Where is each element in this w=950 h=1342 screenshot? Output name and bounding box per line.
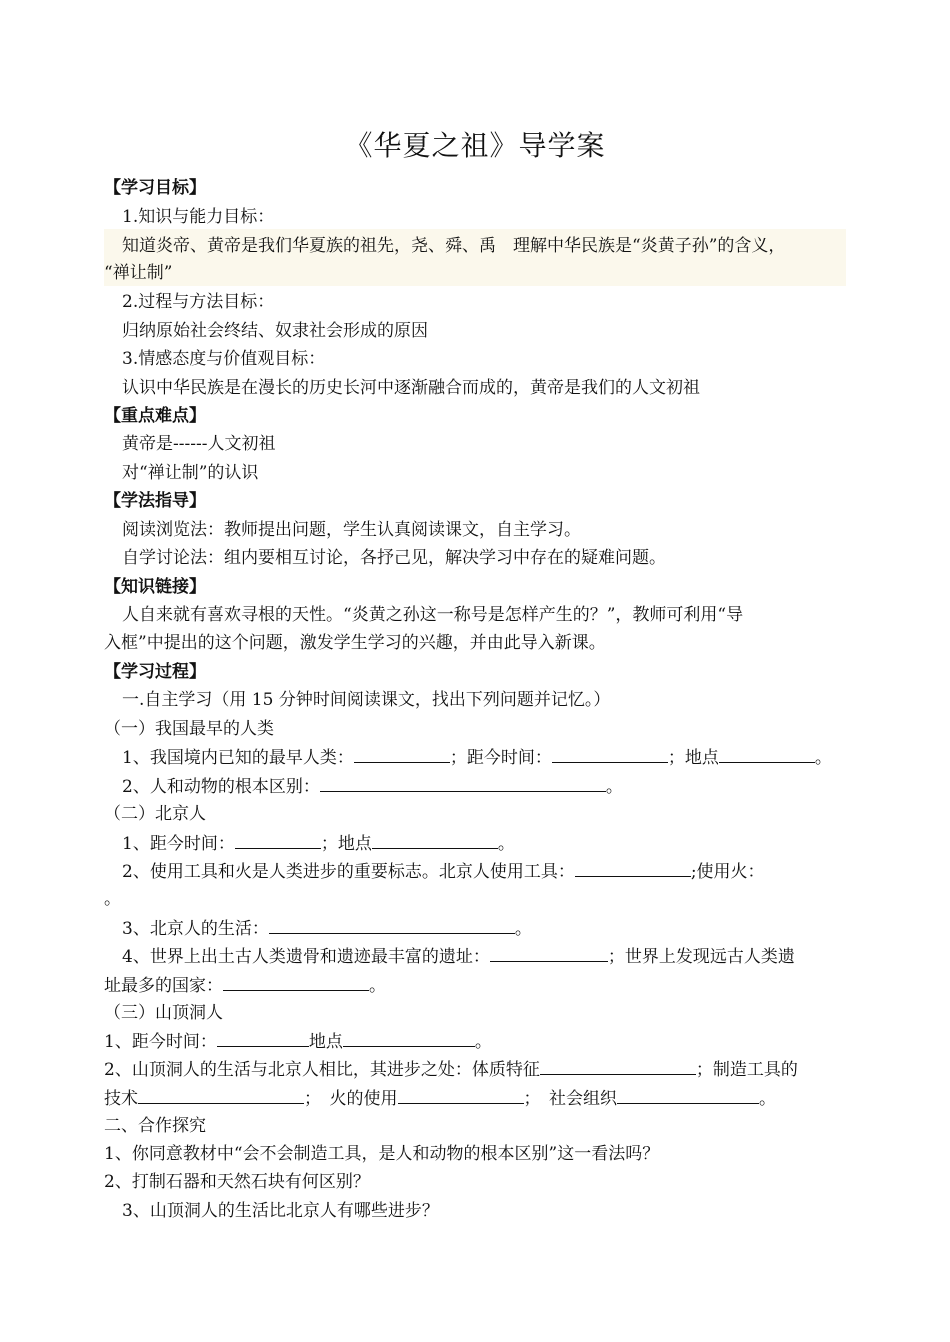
answer-blank[interactable] xyxy=(540,1058,696,1075)
section-2-question-4-cont: 址最多的国家： 。 xyxy=(104,976,386,996)
section-2-question-2: 2、使用工具和火是人类进步的重要标志。北京人使用工具： ;使用火： xyxy=(122,862,765,882)
coop-question-3: 3、山顶洞人的生活比北京人有哪些进步？ xyxy=(122,1201,439,1221)
section-2-title: （二）北京人 xyxy=(104,804,206,824)
section-2-question-2-cont: 。 xyxy=(104,889,121,909)
answer-blank[interactable] xyxy=(320,775,606,792)
answer-blank[interactable] xyxy=(719,746,815,763)
objective-1-line-1: 知道炎帝、黄帝是我们华夏族的祖先，尧、舜、禹 理解中华民族是“炎黄子孙”的含义， xyxy=(122,236,786,256)
section-2-question-3: 3、北京人的生活： 。 xyxy=(122,919,532,939)
objective-1-line-2: “禅让制” xyxy=(104,263,173,283)
method-2: 自学讨论法：组内要相互讨论，各抒己见，解决学习中存在的疑难问题。 xyxy=(122,548,666,568)
section-3-title: （三）山顶洞人 xyxy=(104,1003,223,1023)
method-1: 阅读浏览法：教师提出问题，学生认真阅读课文，自主学习。 xyxy=(122,520,581,540)
coop-header: 二、合作探究 xyxy=(104,1116,206,1136)
answer-blank[interactable] xyxy=(223,974,369,991)
coop-question-1: 1、你同意教材中“会不会制造工具，是人和动物的根本区别”这一看法吗？ xyxy=(104,1144,660,1164)
answer-blank[interactable] xyxy=(343,1030,475,1047)
answer-blank[interactable] xyxy=(138,1087,304,1104)
section-2-question-4: 4、世界上出土古人类遗骨和遗迹最丰富的遗址： ；世界上发现远古人类遗 xyxy=(122,947,795,967)
keypoints-header: 【重点难点】 xyxy=(104,406,206,426)
answer-blank[interactable] xyxy=(354,746,450,763)
link-line-1: 人自来就有喜欢寻根的天性。“炎黄之孙这一称号是怎样产生的？”，教师可利用“导 xyxy=(122,605,744,625)
answer-blank[interactable] xyxy=(575,860,691,877)
section-1-question-1: 1、我国境内已知的最早人类： ；距今时间： ；地点 。 xyxy=(122,748,832,768)
process-header: 【学习过程】 xyxy=(104,662,206,682)
keypoint-1: 黄帝是------人文初祖 xyxy=(122,434,276,454)
answer-blank[interactable] xyxy=(269,917,515,934)
section-3-question-2-cont: 技术 ； 火的使用 ； 社会组织 。 xyxy=(104,1089,776,1109)
section-3-question-1: 1、距今时间： 地点 。 xyxy=(104,1032,492,1052)
objective-2-text: 归纳原始社会终结、奴隶社会形成的原因 xyxy=(122,321,428,341)
section-1-title: （一）我国最早的人类 xyxy=(104,719,274,739)
answer-blank[interactable] xyxy=(398,1087,524,1104)
answer-blank[interactable] xyxy=(372,832,498,849)
objectives-header: 【学习目标】 xyxy=(104,178,206,198)
section-1-question-2: 2、人和动物的根本区别： 。 xyxy=(122,777,623,797)
answer-blank[interactable] xyxy=(235,832,321,849)
method-header: 【学法指导】 xyxy=(104,491,206,511)
objective-3-label: 3.情感态度与价值观目标： xyxy=(122,349,326,369)
objective-3-text: 认识中华民族是在漫长的历史长河中逐渐融合而成的，黄帝是我们的人文初祖 xyxy=(122,378,700,398)
section-2-question-1: 1、距今时间： ；地点 。 xyxy=(122,834,515,854)
coop-question-2: 2、打制石器和天然石块有何区别？ xyxy=(104,1172,370,1192)
answer-blank[interactable] xyxy=(217,1030,309,1047)
answer-blank[interactable] xyxy=(617,1087,759,1104)
answer-blank[interactable] xyxy=(552,746,668,763)
objective-1-label: 1.知识与能力目标： xyxy=(122,207,275,227)
self-study-intro: 一.自主学习（用 15 分钟时间阅读课文，找出下列问题并记忆。） xyxy=(122,690,611,710)
document-title: 《华夏之祖》导学案 xyxy=(344,129,606,162)
section-3-question-2: 2、山顶洞人的生活与北京人相比，其进步之处：体质特征 ；制造工具的 xyxy=(104,1060,798,1080)
link-header: 【知识链接】 xyxy=(104,577,206,597)
answer-blank[interactable] xyxy=(490,945,608,962)
keypoint-2: 对“禅让制”的认识 xyxy=(122,463,259,483)
link-line-2: 入框”中提出的这个问题，激发学生学习的兴趣，并由此导入新课。 xyxy=(104,633,606,653)
objective-2-label: 2.过程与方法目标： xyxy=(122,292,275,312)
